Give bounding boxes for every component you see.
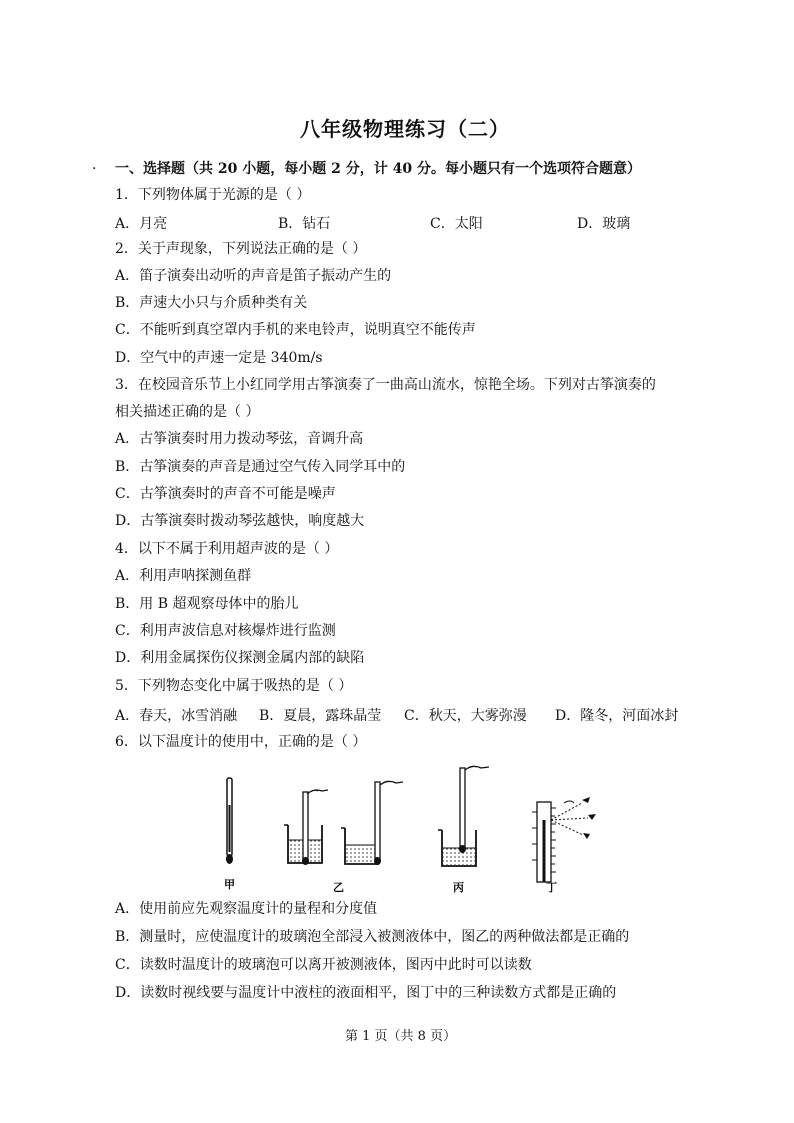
beaker-yi-left — [284, 790, 328, 865]
figure-label-jia: 甲 — [224, 878, 235, 891]
question-2-stem: 2．关于声现象，下列说法正确的是（ ） — [115, 241, 367, 257]
q2-option-d: D．空气中的声速一定是 340m/s — [115, 350, 323, 366]
figure-label-yi: 乙 — [333, 881, 344, 894]
question-3-stem-line-1: 3．在校园音乐节上小红同学用古筝演奏了一曲高山流水，惊艳全场。下列对古筝演奏的 — [115, 377, 656, 393]
thermometer-figure — [210, 760, 630, 895]
question-4-stem: 4．以下不属于利用超声波的是（ ） — [115, 541, 339, 557]
q2-option-b: B．声速大小只与介质种类有关 — [115, 295, 308, 311]
q5-option-c: C．秋天，大雾弥漫 — [404, 708, 527, 724]
section-heading: 一、选择题（共 20 小题，每小题 2 分，计 40 分。每小题只有一个选项符合题意） — [115, 161, 641, 177]
q3-option-d: D．古筝演奏时拨动琴弦越快，响度越大 — [115, 513, 365, 529]
q4-option-a: A．利用声呐探测鱼群 — [115, 568, 252, 584]
q1-option-d: D．玻璃 — [577, 216, 631, 232]
q3-option-b: B．古筝演奏的声音是通过空气传入同学耳中的 — [115, 459, 406, 475]
q4-option-c: C．利用声波信息对核爆炸进行监测 — [115, 623, 336, 639]
beaker-bing — [438, 766, 489, 866]
question-6-stem: 6．以下温度计的使用中，正确的是（ ） — [115, 734, 367, 750]
q5-option-b: B．夏晨，露珠晶莹 — [259, 708, 382, 724]
q6-option-a: A．使用前应先观察温度计的量程和分度值 — [115, 901, 378, 917]
q3-option-c: C．古筝演奏时的声音不可能是噪声 — [115, 486, 336, 502]
page-footer: 第 1 页（共 8 页） — [345, 1029, 457, 1044]
beaker-yi-right — [341, 781, 403, 865]
q4-option-b: B．用 B 超观察母体中的胎儿 — [115, 596, 299, 612]
q6-option-b: B．测量时，应使温度计的玻璃泡全部浸入被测液体中，图乙的两种做法都是正确的 — [115, 929, 630, 945]
page-title: 八年级物理练习（二） — [300, 117, 510, 141]
q1-option-b: B．钻石 — [278, 216, 331, 232]
figure-label-bing: 丙 — [453, 881, 464, 894]
q5-option-a: A．春天，冰雪消融 — [115, 708, 238, 724]
q4-option-d: D．利用金属探伤仪探测金属内部的缺陷 — [115, 650, 365, 666]
q6-option-d: D．读数时视线要与温度计中液柱的液面相平，图丁中的三种读数方式都是正确的 — [115, 985, 617, 1001]
q2-option-a: A．笛子演奏出动听的声音是笛子振动产生的 — [115, 268, 392, 284]
question-1-stem: 1．下列物体属于光源的是（ ） — [115, 187, 311, 203]
q3-option-a: A．古筝演奏时用力拨动琴弦，音调升高 — [115, 431, 364, 447]
bullet-mark: · — [92, 161, 97, 177]
q1-option-a: A．月亮 — [115, 216, 168, 232]
question-5-stem: 5．下列物态变化中属于吸热的是（ ） — [115, 678, 353, 694]
q1-option-c: C．太阳 — [430, 216, 483, 232]
question-3-stem-line-2: 相关描述正确的是（ ） — [115, 404, 260, 420]
figure-label-ding: 丁 — [546, 881, 557, 894]
q5-option-d: D．隆冬，河面冰封 — [555, 708, 679, 724]
reading-scale-ding — [532, 797, 596, 882]
q6-option-c: C．读数时温度计的玻璃泡可以离开被测液体，图丙中此时可以读数 — [115, 957, 532, 973]
thermometer-jia — [226, 778, 233, 864]
q2-option-c: C．不能听到真空罩内手机的来电铃声，说明真空不能传声 — [115, 322, 476, 338]
